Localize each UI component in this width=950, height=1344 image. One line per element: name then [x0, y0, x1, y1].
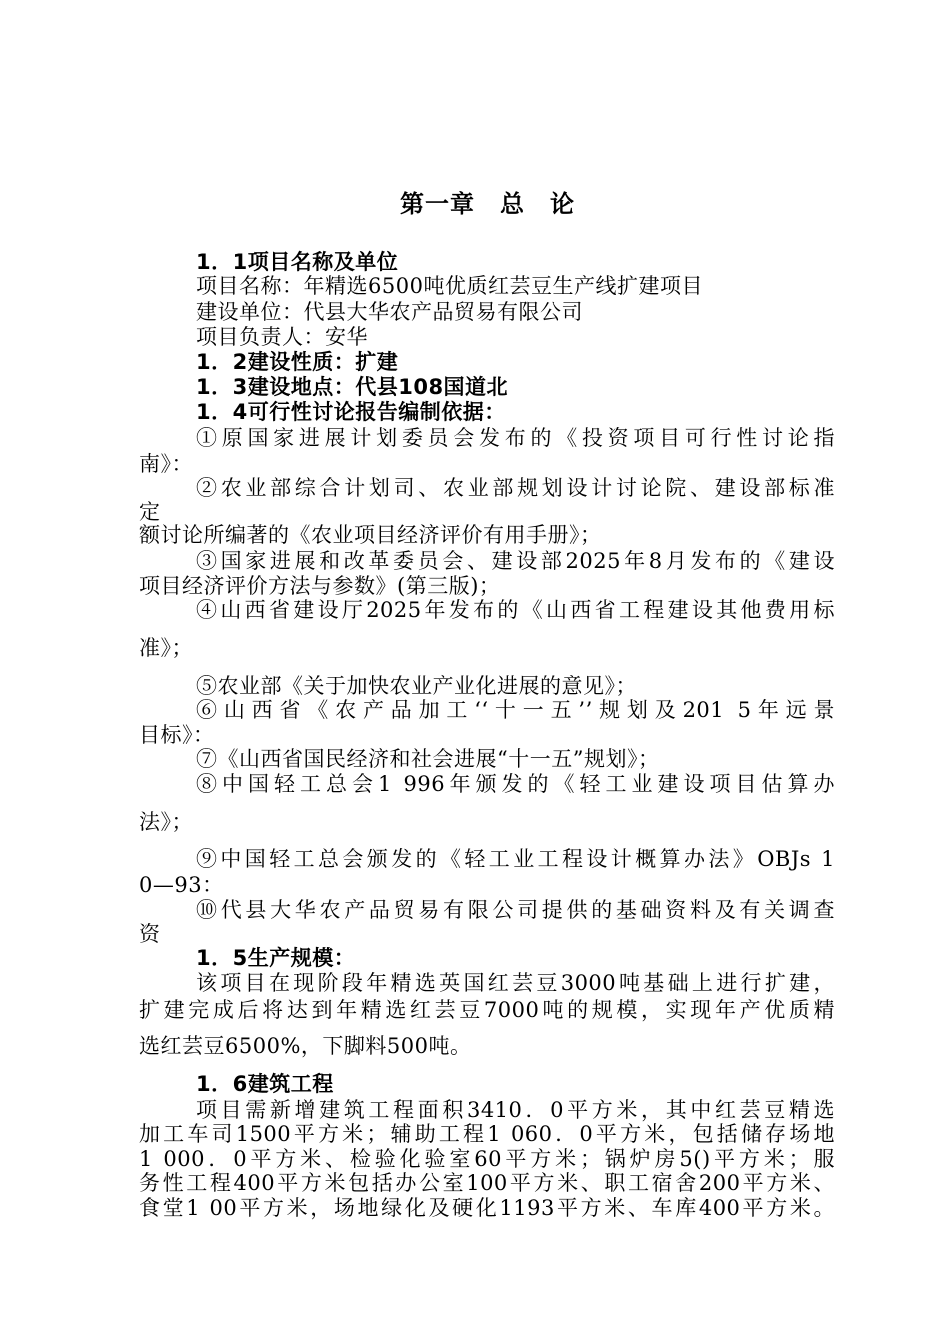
scale-line-2: 扩建完成后将达到年精选红芸豆7000吨的规模，实现年产优质精: [139, 998, 835, 1022]
scale-line-1: 该项目在现阶段年精选英国红芸豆3000吨基础上进行扩建，: [196, 971, 835, 995]
construction-line-2: 加工车司1500平方米；辅助工程1 060．0平方米，包括储存场地: [139, 1122, 835, 1146]
basis-item-3-cont: 项目经济评价方法与参数》(第三版)；: [139, 574, 501, 598]
section-1-6-heading: 1．6建筑工程: [196, 1072, 334, 1096]
construction-line-5: 食堂1 00平方米，场地绿化及硬化1193平方米、车库400平方米。: [139, 1196, 835, 1220]
construction-line-3: 1 000．0平方米、检验化验室60平方米；锅炉房5()平方米；服: [139, 1147, 835, 1171]
basis-item-6: ⑥山西省《农产品加工‘‘十一五’’规划及201 5年远景: [196, 698, 835, 722]
construction-line-1: 项目需新增建筑工程面积3410．0平方米，其中红芸豆精选: [196, 1098, 835, 1122]
construction-line-4: 务性工程400平方米包括办公室100平方米、职工宿舍200平方米、: [139, 1171, 835, 1195]
section-1-5-heading: 1．5生产规模：: [196, 946, 356, 970]
basis-item-3: ③国家进展和改革委员会、建设部2025年8月发布的《建设: [196, 549, 835, 573]
builder-line: 建设单位：代县大华农产品贸易有限公司: [196, 300, 583, 324]
section-1-1-heading: 1．1项目名称及单位: [196, 250, 399, 274]
basis-item-2: ②农业部综合计划司、农业部规划设计讨论院、建设部标准: [196, 476, 835, 500]
leader-line: 项目负责人：安华: [196, 325, 368, 349]
scale-line-3: 选红芸豆6500%，下脚料500吨。: [139, 1034, 472, 1058]
basis-item-2-cont: 定: [139, 500, 161, 524]
project-name-line: 项目名称：年精选6500吨优质红芸豆生产线扩建项目: [196, 274, 703, 298]
basis-item-4: ④山西省建设厅2025年发布的《山西省工程建设其他费用标: [196, 598, 835, 622]
section-1-3-heading: 1．3建设地点：代县108国道北: [196, 375, 509, 399]
basis-item-8-cont: 法》；: [139, 810, 193, 834]
basis-item-9-cont: 0—93：: [139, 873, 224, 897]
basis-item-8: ⑧中国轻工总会1 996年颁发的《轻工业建设项目估算办: [196, 772, 835, 796]
basis-item-7: ⑦《山西省国民经济和社会进展“十一五”规划》；: [196, 747, 660, 771]
basis-item-10-cont: 资: [139, 922, 161, 946]
basis-item-1: ①原国家进展计划委员会发布的《投资项目可行性讨论指: [196, 426, 835, 450]
section-1-2-heading: 1．2建设性质：扩建: [196, 350, 399, 374]
basis-item-2-cont2: 额讨论所编著的《农业项目经济评价有用手册》；: [139, 523, 602, 547]
basis-item-4-cont: 准》；: [139, 636, 193, 660]
basis-item-9: ⑨中国轻工总会颁发的《轻工业工程设计概算办法》OBJs 1: [196, 847, 835, 871]
chapter-title: 第一章 总 论: [400, 190, 575, 218]
basis-item-5: ⑤农业部《关于加快农业产业化进展的意见》；: [196, 674, 637, 698]
basis-item-6-cont: 目标》：: [139, 723, 215, 747]
basis-item-1-cont: 南》：: [139, 452, 193, 476]
section-1-4-heading: 1．4可行性讨论报告编制依据：: [196, 400, 506, 424]
basis-item-10: ⑩代县大华农产品贸易有限公司提供的基础资料及有关调查: [196, 898, 835, 922]
